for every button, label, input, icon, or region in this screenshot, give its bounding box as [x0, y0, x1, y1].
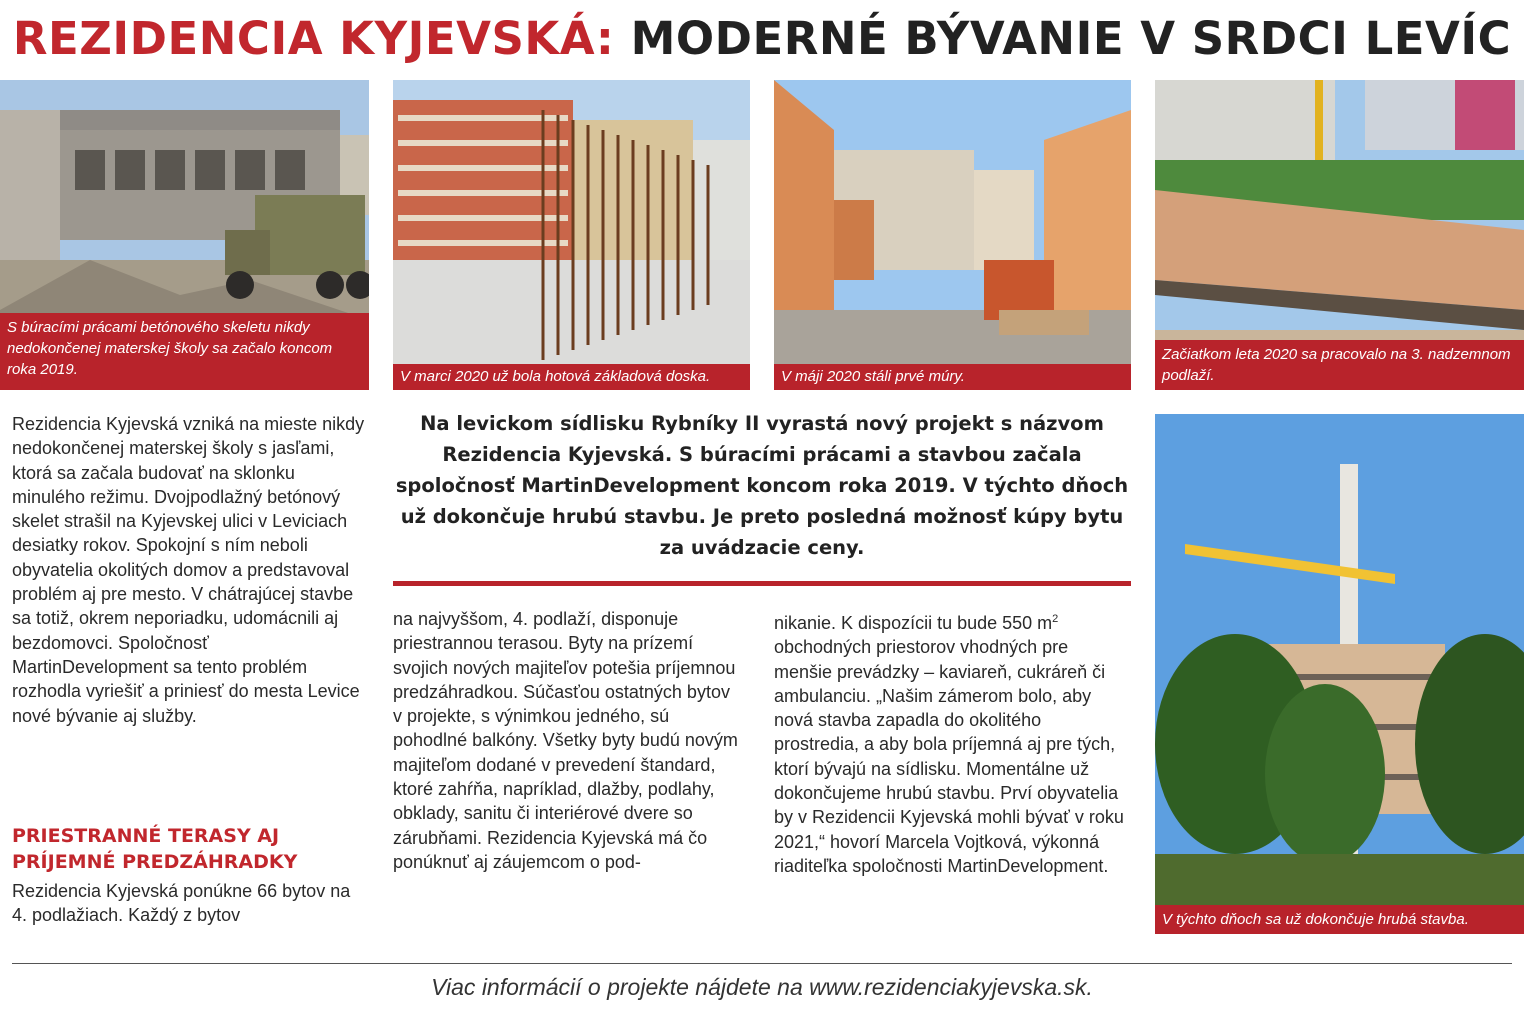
column-2-text: na najvyššom, 4. podlaží, disponuje priestrannou terasou. Byty na prízemí svojich nových majiteľov potešia príjemnou predzáhradkou. Súčasťou ostatných bytov v projekte, s výnimkou jedného, sú pohodlné balkóny. Všetky byty budú novým majiteľom dodané v prevedení štandard, ktoré zahŕňa, napríklad, dlažby, podlahy, obklady, sanitu či interiérové dvere so zárubňami. Rezidencia Kyjevská má čo ponúknuť aj záujemcom o pod-	[393, 609, 738, 872]
footer-divider	[12, 963, 1512, 964]
photo-caption-1: S búracími prácami betónového skeletu nikdy nedokončenej materskej školy sa začalo koncom roka 2019.	[0, 313, 369, 390]
page-headline	[0, 8, 1524, 70]
column-3-superscript: 2	[1052, 613, 1059, 625]
article-column-3	[774, 607, 1129, 878]
column-3-text-b: obchodných priestorov vhodných pre menšie prevádzky – kaviareň, cukráreň či ambulanciu. „Našim zámerom bolo, aby nová stavba zapadla do okolitého prostredia, a aby bola príjemná aj pre tých, ktorí bývajú na sídlisku. Momentálne už dokončujeme hrubú stavbu. Prví obyvatelia by v Rezidencii Kyjevská mohli bývať v roku 2021,“ hovorí Marcela Vojtková, výkonná riaditeľka spoločnosti MartinDevelopment.	[774, 637, 1124, 876]
lead-paragraph: Na levickom sídlisku Rybníky II vyrastá nový projekt s názvom Rezidencia Kyjevská. S búracími prácami a stavbou začala spoločnosť MartinDevelopment koncom roka 2019. V týchto dňoch už dokončuje hrubú stavbu. Je preto posledná možnosť kúpy bytu za uvádzacie ceny.	[395, 412, 1129, 559]
column-3-text	[774, 607, 1129, 878]
photo-caption-3: V máji 2020 stáli prvé múry.	[774, 364, 1131, 390]
photo-caption-4: Začiatkom leta 2020 sa pracovalo na 3. nadzemnom podlaží.	[1155, 340, 1524, 390]
column-1-text-2: Rezidencia Kyjevská ponúkne 66 bytov na 4. podlažiach. Každý z bytov	[12, 881, 351, 926]
section-subhead: PRIESTRANNÉ TERASY AJ PRÍJEMNÉ PREDZÁHRADKY	[12, 825, 298, 873]
footer-text: Viac informácií o projekte nájdete na www.rezidenciakyjevska.sk.	[431, 974, 1093, 1000]
column-1-text: Rezidencia Kyjevská vzniká na mieste nikdy nedokončenej materskej školy s jasľami, ktorá sa začala budovať na sklonku minulého režimu. Dvojpodlažný betónový skelet strašil na Kyjevskej ulici v Leviciach desiatky rokov. Spokojní s ním neboli obyvatelia okolitých domov a predstavoval problém aj pre mesto. V chátrajúcej stavbe sa totiž, okrem neporiadku, udomácnili aj bezdomovci. Spoločnosť MartinDevelopment sa tento problém rozhodla vyriešiť a priniesť do mesta Levice nové bývanie aj služby.	[12, 414, 365, 726]
article-column-1-cont	[12, 879, 367, 928]
lead-divider	[393, 581, 1131, 586]
photo-current-state	[1155, 414, 1524, 934]
photo-walls	[774, 80, 1131, 390]
article-column-1	[12, 412, 367, 728]
photo-caption-2: V marci 2020 už bola hotová základová doska.	[393, 364, 750, 390]
photo-foundation	[393, 80, 750, 390]
headline-part-2: MODERNÉ BÝVANIE V SRDCI LEVÍC	[630, 12, 1512, 65]
photo-caption-5: V týchto dňoch sa už dokončuje hrubá stavba.	[1155, 905, 1524, 934]
article-column-2	[393, 607, 743, 874]
headline-part-1: REZIDENCIA KYJEVSKÁ:	[12, 12, 615, 65]
column-3-text-a: nikanie. K dispozícii tu bude 550 m	[774, 613, 1053, 633]
